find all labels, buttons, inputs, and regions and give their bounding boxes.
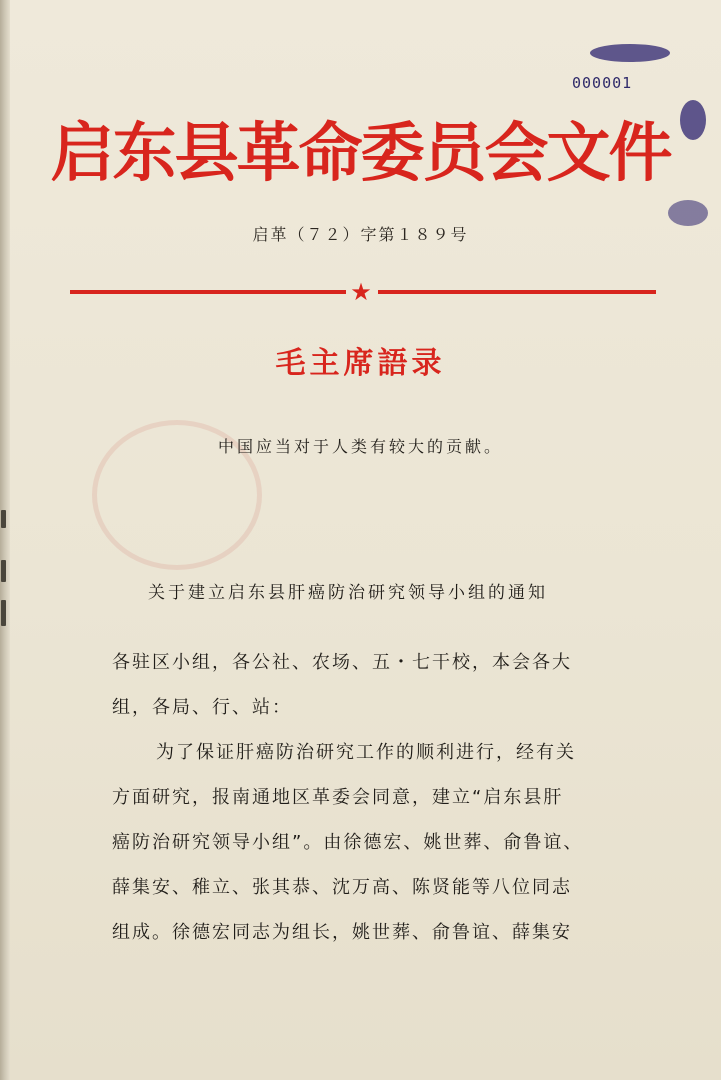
- header-divider-left: [70, 290, 346, 294]
- binding-mark: [1, 560, 6, 582]
- binding-mark: [1, 510, 6, 528]
- body-line: 各驻区小组，各公社、农场、五・七干校，本会各大: [112, 652, 572, 673]
- binding-mark: [1, 600, 6, 626]
- notice-body: [112, 640, 708, 955]
- notice-title: 关于建立启东县肝癌防治研究领导小组的通知: [148, 583, 548, 603]
- body-line: 为了保证肝癌防治研究工作的顺利进行，经有关: [156, 742, 576, 763]
- document-header-title: 启东县革命委员会文件: [50, 116, 671, 191]
- ink-smudge: [590, 44, 670, 62]
- quote-heading: 毛主席語录: [275, 346, 446, 381]
- serial-number: 000001: [572, 74, 633, 92]
- mao-quotation: 中国应当对于人类有较大的贡献。: [217, 437, 503, 456]
- body-line: 方面研究，报南通地区革委会同意，建立“启东县肝: [112, 787, 564, 808]
- body-line: 组，各局、行、站：: [112, 697, 292, 718]
- document-number: 启革（７２）字第１８９号: [252, 225, 469, 244]
- body-line: 组成。徐德宏同志为组长，姚世葬、俞鲁谊、薛集安: [112, 922, 572, 943]
- header-divider-right: [378, 290, 656, 294]
- body-line: 癌防治研究领导小组”。由徐德宏、姚世葬、俞鲁谊、: [112, 832, 584, 853]
- red-star-icon: ★: [350, 278, 372, 306]
- body-line: 薛集安、稚立、张其恭、沈万高、陈贤能等八位同志: [112, 877, 572, 898]
